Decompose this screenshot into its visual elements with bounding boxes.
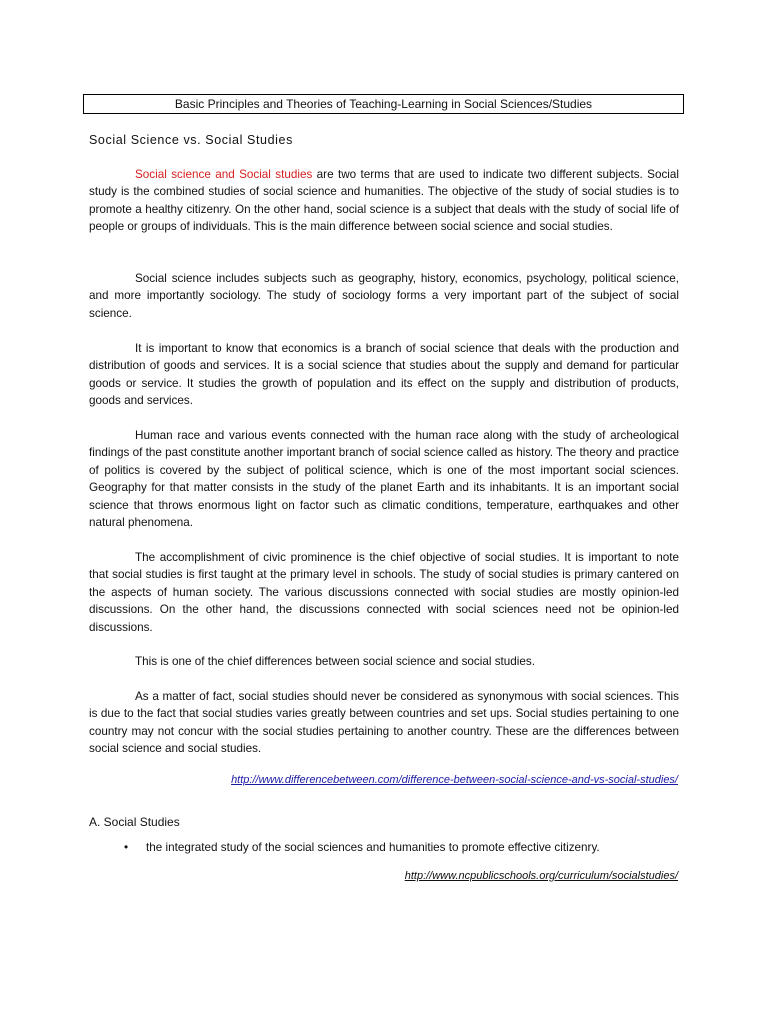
list-item <box>124 841 600 854</box>
paragraph-3: It is important to know that economics is a branch of social science that deals with the production and distribution of goods and services. It is a social science that studies about the supply and demand for particular goods or service. It studies the growth of population and its effect on the supply and distribution of products, goods and services. <box>89 342 679 408</box>
document-title: Basic Principles and Theories of Teaching-Learning in Social Sciences/Studies <box>83 94 684 114</box>
paragraph-4: Human race and various events connected with the human race along with the study of archeological findings of the past constitute another important branch of social science called as history. The theory and practice of politics is covered by the subject of political science, which is one of the most important social sciences. Geography for that matter consists in the study of the planet Earth and its inhabitants. It is an important social science that throws enormous light on factor such as climatic conditions, temperature, earthquakes and other natural phenomena. <box>89 429 679 530</box>
highlighted-term: Social science and Social studies <box>135 168 313 181</box>
bullet-icon: • <box>124 841 129 854</box>
source-link-ncpublicschools[interactable]: http://www.ncpublicschools.org/curriculum/socialstudies/ <box>404 870 678 882</box>
subheading-social-studies: A. Social Studies <box>89 815 180 829</box>
paragraph-5: The accomplishment of civic prominence is the chief objective of social studies. It is important to note that social studies is first taught at the primary level in schools. The study of social studies is primary cantered on the aspects of human society. The various discussions connected with social studies are mostly opinion-led discussions. On the other hand, the discussions connected with social sciences need not be opinion-led discussions. <box>89 551 679 634</box>
list-item-text: the integrated study of the social sciences and humanities to promote effective citizenry. <box>146 841 600 854</box>
paragraph-1 <box>89 166 679 236</box>
paragraph-2: Social science includes subjects such as geography, history, economics, psychology, political science, and more importantly sociology. The study of sociology forms a very important part of the subject of social science. <box>89 272 679 320</box>
source-link-differencebetween[interactable]: http://www.differencebetween.com/difference-between-social-science-and-vs-social-studies/ <box>231 774 678 786</box>
paragraph-7: As a matter of fact, social studies should never be considered as synonymous with social sciences. This is due to the fact that social studies varies greatly between countries and set ups. Social studies pertaining to one country may not concur with the social studies pertaining to another country. These are the differences between social science and social studies. <box>89 690 679 756</box>
paragraph-6: This is one of the chief differences between social science and social studies. <box>135 655 535 668</box>
paragraph-1-text: are two terms that are used to indicate two different subjects. Social study is the combined studies of social science and humanities. The objective of the study of social studies is to promote a healthy citizenry. On the other hand, social science is a subject that deals with the study of social life of people or groups of individuals. This is the main difference between social science and social studies. <box>89 168 679 234</box>
section-title: Social Science vs. Social Studies <box>89 133 293 147</box>
